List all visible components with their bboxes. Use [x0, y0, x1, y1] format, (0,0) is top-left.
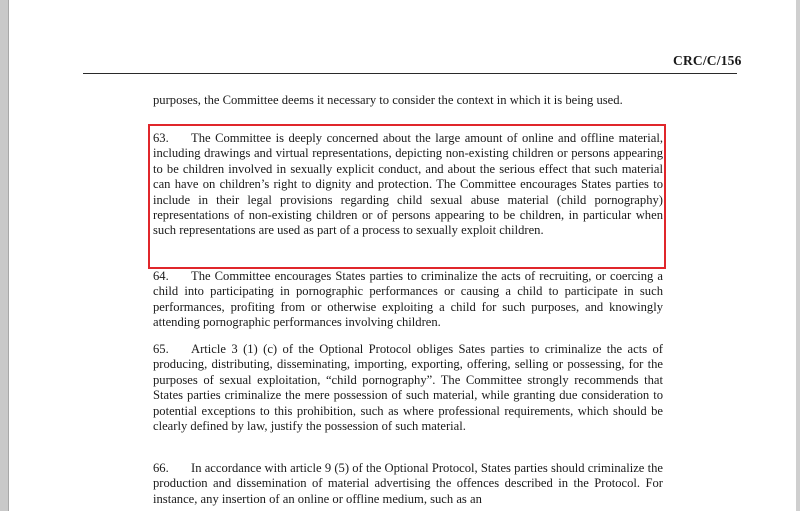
paragraph-number: 65.	[153, 342, 169, 356]
paragraph-text: The Committee is deeply concerned about the large amount of online and offline material, including drawings and virtual representations, depicting non-existing children or persons appearing to be children involved in sexually explicit conduct, and about the serious effect that such material can have on children’s right to dignity and protection. The Committee encourages States parties to include in their legal provisions regarding child sexual abuse material (child pornography) representations of non-existing children or of persons appearing to be children, in particular when such representations are used as part of a process to sexually exploit children.	[153, 131, 663, 238]
paragraph-63	[153, 131, 663, 239]
paragraph-text: Article 3 (1) (c) of the Optional Protocol obliges Sates parties to criminalize the acts of producing, distributing, disseminating, importing, exporting, offering, selling or possessing, for the purposes of sexual exploitation, “child pornography”. The Committee strongly recommends that States parties criminalize the mere possession of such material, while granting due consideration to potential exceptions to this prohibition, such as where professional requirements, which should be clearly defined by law, justify the possession of such material.	[153, 342, 663, 434]
paragraph-number: 64.	[153, 269, 169, 283]
document-page	[9, 0, 796, 511]
paragraph-number: 63.	[153, 131, 169, 145]
paragraph-66	[153, 461, 663, 507]
paragraph-65	[153, 342, 663, 434]
viewer-left-edge	[0, 0, 9, 511]
document-symbol: CRC/C/156	[673, 53, 742, 68]
paragraph-continued	[153, 93, 663, 108]
paragraph-text: purposes, the Committee deems it necessary to consider the context in which it is being used.	[153, 93, 623, 107]
header-rule	[83, 73, 737, 74]
paragraph-64	[153, 269, 663, 331]
paragraph-text: The Committee encourages States parties to criminalize the acts of recruiting, or coercing a child into participating in pornographic performances or causing a child to participate in such performances, profiting from or otherwise exploiting a child for such purposes, and knowingly attending pornographic performances involving children.	[153, 269, 663, 330]
viewer-right-edge	[796, 0, 800, 511]
paragraph-number: 66.	[153, 461, 169, 475]
paragraph-text: In accordance with article 9 (5) of the Optional Protocol, States parties should criminalize the production and dissemination of material advertising the offences described in the Protocol. For instance, any insertion of an online or offline medium, such as an	[153, 461, 663, 506]
